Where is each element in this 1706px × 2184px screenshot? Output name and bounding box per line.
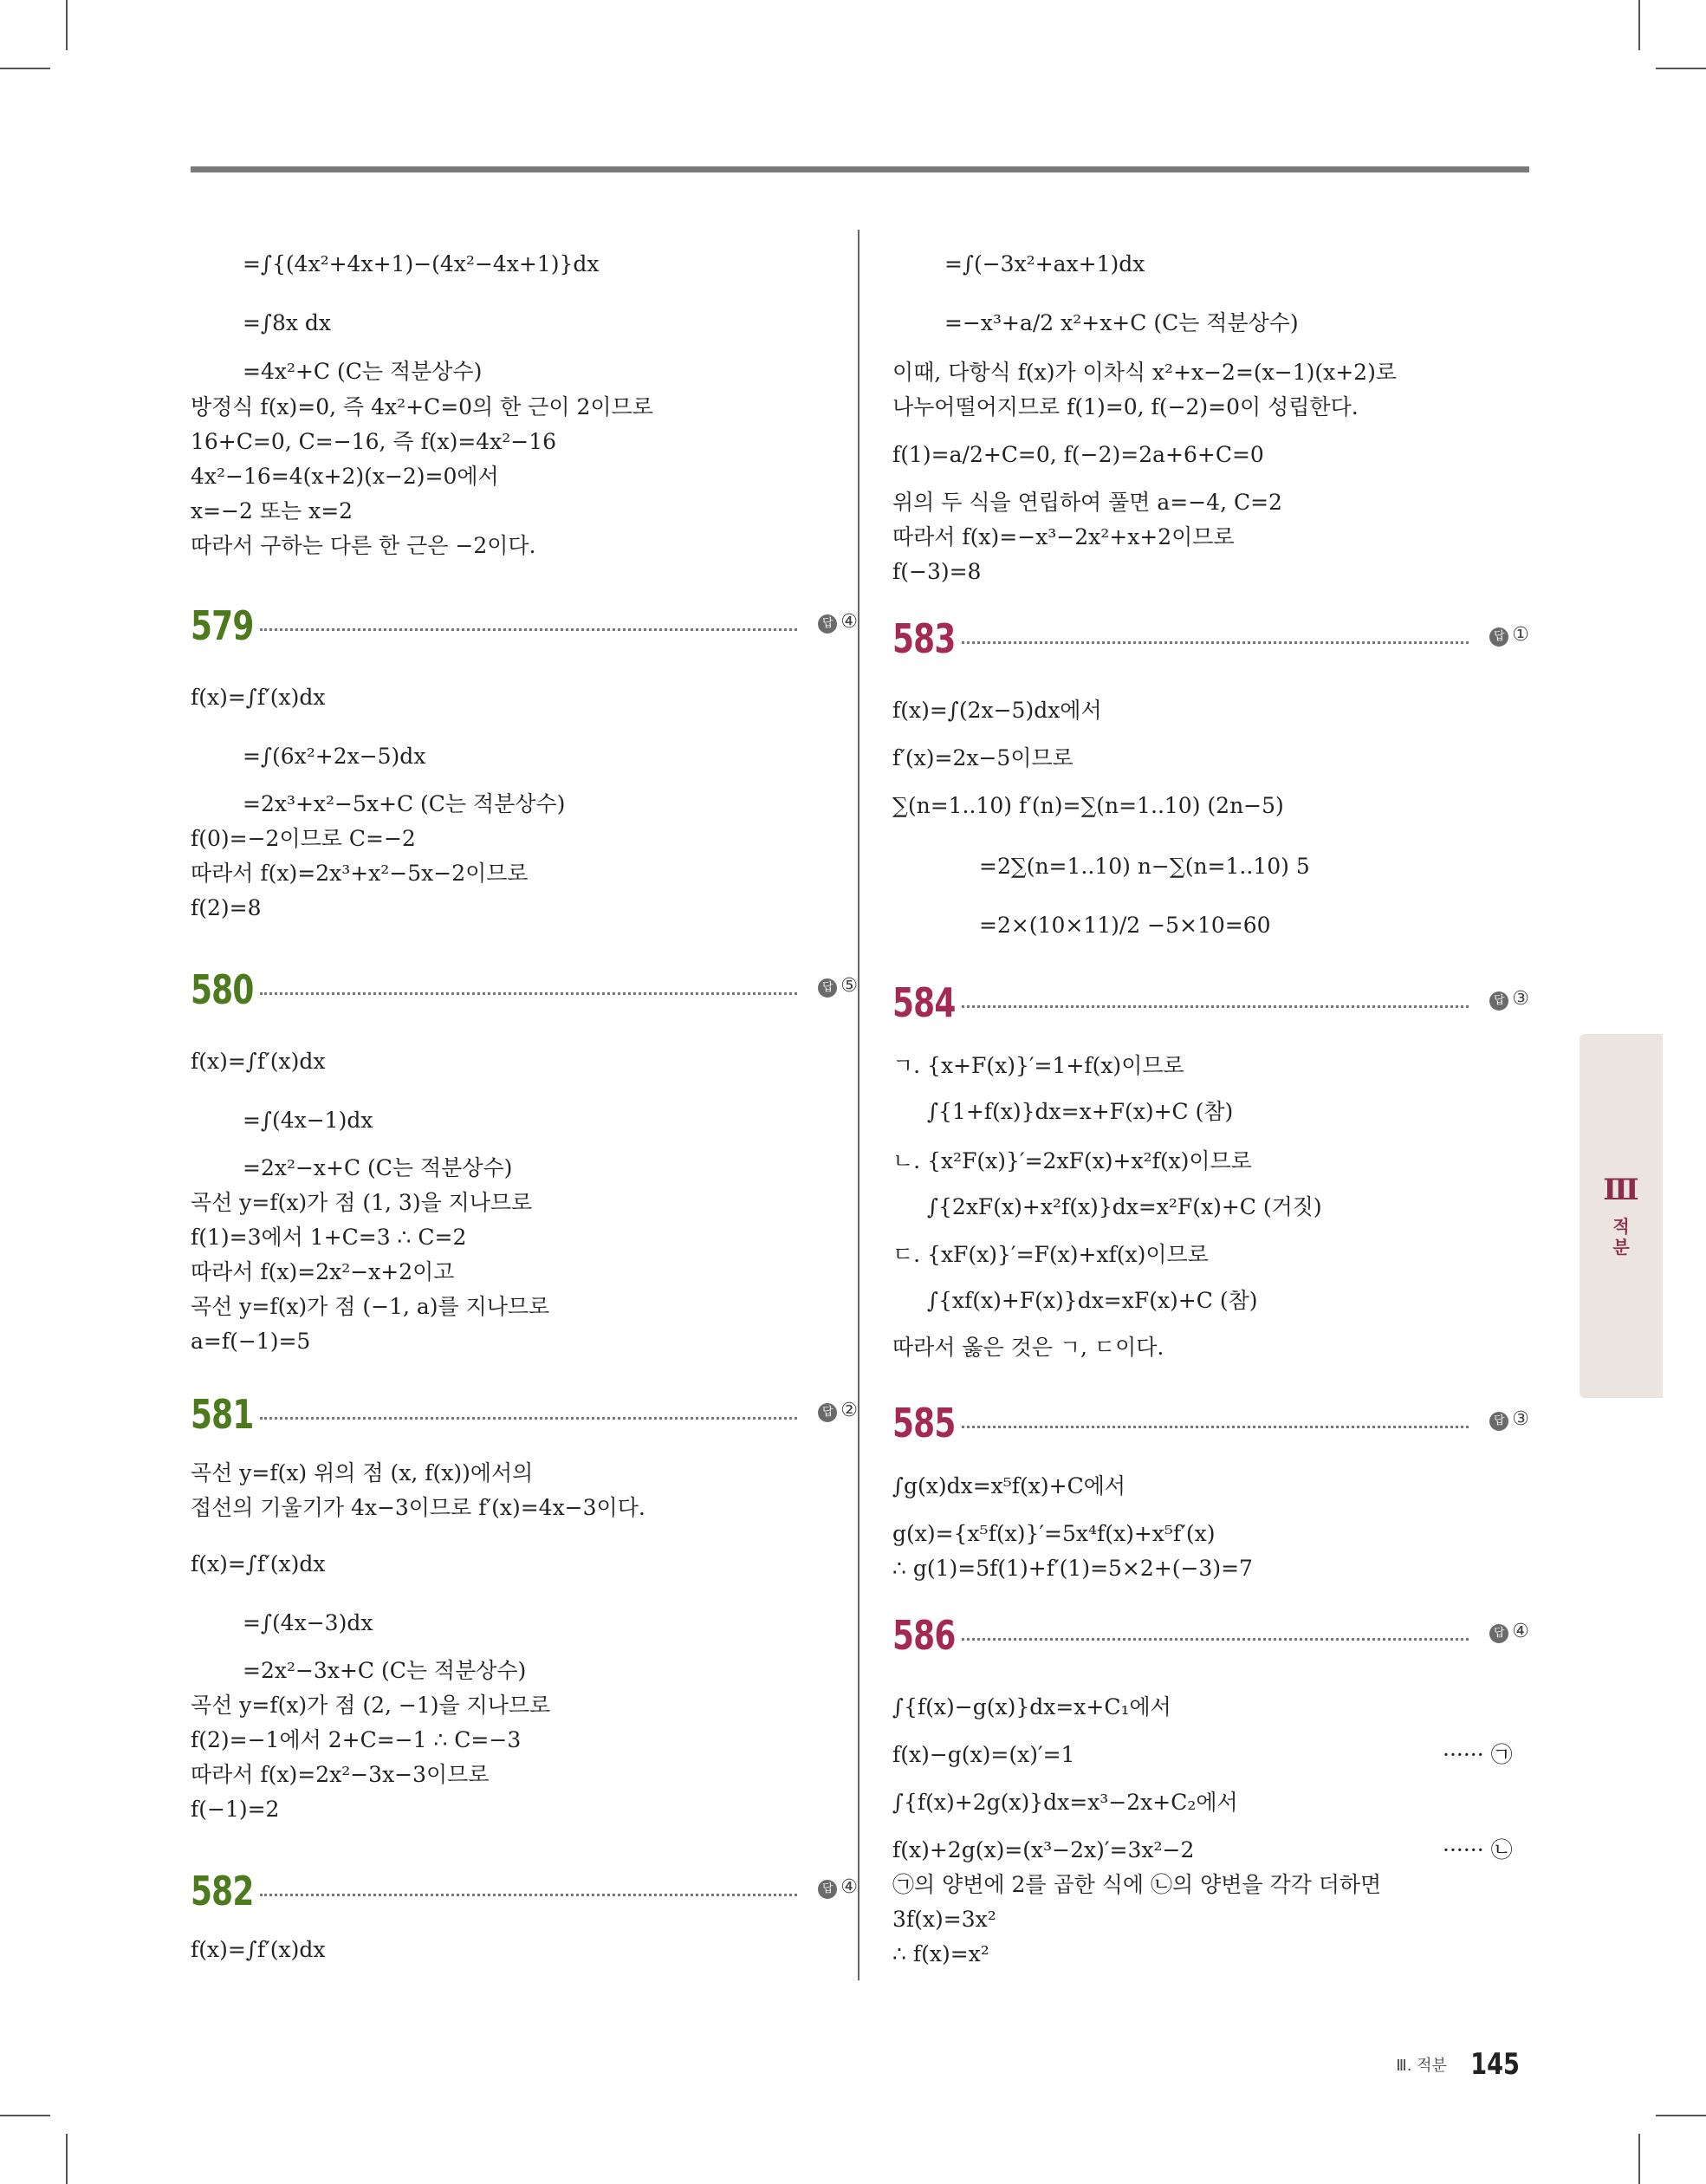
math-line [243,310,331,336]
math-line [892,1872,1381,1898]
column-divider [858,230,859,1980]
math-text: 곡선 y=f(x) 위의 점 (x, f(x))에서의 [191,1460,534,1485]
math-line [191,826,416,852]
math-text: f(1)=3에서 1+C=3 ∴ C=2 [191,1225,467,1250]
crop-mark [66,0,68,50]
math-line [944,251,1145,277]
answer-choice: ③ [1512,988,1529,1010]
crop-mark [0,2115,50,2116]
math-text: =2x²−x+C (C는 적분상수) [243,1155,513,1180]
math-text: 곡선 y=f(x)가 점 (−1, a)를 지나므로 [191,1294,550,1319]
answer-mark [818,611,858,634]
answer-mark [818,1876,858,1899]
answer-badge-icon: 답 [1489,1624,1508,1643]
math-text: ㄴ. {x²F(x)}′=2xF(x)+x²f(x)이므로 [892,1148,1252,1173]
math-text: =∫(6x²+2x−5)dx [243,744,426,769]
answer-choice: ② [840,1400,858,1421]
answer-badge-icon: 답 [818,978,837,998]
math-text: =∫(4x−1)dx [243,1108,373,1133]
problem-header [892,1612,1529,1661]
math-line [892,360,1397,386]
math-text: x=−2 또는 x=2 [191,498,354,523]
answer-choice: ⑤ [840,975,858,997]
math-text: =∫(4x−3)dx [243,1610,373,1635]
math-line [892,1053,1184,1079]
math-text: 이때, 다항식 f(x)가 이차식 x²+x−2=(x−1)(x+2)로 [892,360,1397,385]
math-line [243,359,482,385]
chapter-label-char: 분 [1612,1237,1630,1258]
math-text: =2∑(n=1..10) n−∑(n=1..10) 5 [979,854,1310,879]
math-text: =4x²+C (C는 적분상수) [243,359,483,384]
math-line [892,442,1264,468]
math-text: 4x²−16=4(x+2)(x−2)=0에서 [191,464,499,489]
math-text: f(−3)=8 [892,559,982,584]
math-line [892,559,981,585]
math-text: =∫8x dx [243,310,332,335]
math-text: =∫{(4x²+4x+1)−(4x²−4x+1)}dx [243,251,600,276]
math-text: ∫g(x)dx=x⁵f(x)+C에서 [892,1473,1126,1498]
problem-header [191,966,858,1015]
crop-mark [1638,2134,1640,2184]
crop-mark [1656,2115,1706,2116]
answer-badge-icon: 답 [818,1403,837,1422]
math-text: f(x)−g(x)=(x)′=1 [892,1742,1075,1767]
math-line [191,1551,325,1577]
math-line [243,1658,526,1684]
problem-header [191,1391,858,1440]
math-line [927,1099,1233,1125]
math-line [979,913,1271,939]
answer-badge-icon: 답 [1489,991,1508,1011]
math-text: =2x²−3x+C (C는 적분상수) [243,1658,527,1683]
math-line [191,861,529,887]
header-rule [191,166,1529,172]
math-line [927,1288,1257,1314]
math-line [892,1556,1253,1582]
math-text: 방정식 f(x)=0, 즉 4x²+C=0의 한 근이 2이므로 [191,394,653,419]
chapter-label [1580,1216,1663,1258]
leader-dots [962,1426,1469,1428]
math-text: ∫{1+f(x)}dx=x+F(x)+C (참) [927,1099,1234,1124]
math-text: 따라서 f(x)=2x²−3x−3이므로 [191,1762,490,1787]
answer-mark [1489,988,1529,1011]
math-line [892,1907,996,1933]
math-text: 따라서 f(x)=2x²−x+2이고 [191,1259,455,1284]
math-line [892,793,1284,819]
problem-number: 586 [892,1612,956,1659]
math-text: 16+C=0, C=−16, 즉 f(x)=4x²−16 [191,429,557,454]
math-text: f(x)=∫f′(x)dx [191,1551,326,1576]
math-line [892,490,1282,516]
math-text: =2×(10×11)/2 −5×10=60 [979,913,1271,938]
leader-dots [260,628,797,631]
math-text: 위의 두 식을 연립하여 풀면 a=−4, C=2 [892,490,1282,515]
answer-mark [1489,1408,1529,1431]
math-line [979,854,1310,880]
math-line [892,1837,1513,1863]
math-text: f(2)=8 [191,895,262,920]
math-text: 곡선 y=f(x)가 점 (2, −1)을 지나므로 [191,1693,551,1718]
math-line [243,1108,373,1134]
answer-choice: ① [1512,624,1529,646]
math-text: =2x³+x²−5x+C (C는 적분상수) [243,791,566,816]
math-line [191,498,353,524]
math-line [944,310,1299,336]
equation-marker: ······ ㉠ [1443,1742,1513,1767]
math-text: f(1)=a/2+C=0, f(−2)=2a+6+C=0 [892,442,1264,467]
answer-badge-icon: 답 [818,614,837,634]
math-line [191,895,262,921]
crop-mark [1656,68,1706,69]
math-text: 3f(x)=3x² [892,1907,996,1932]
math-text: 따라서 구하는 다른 한 근은 −2이다. [191,533,536,558]
math-line [892,1941,989,1967]
math-line [243,251,600,277]
math-text: =∫(−3x²+ax+1)dx [944,251,1145,276]
chapter-side-tab [1580,1034,1663,1398]
math-line [892,394,1359,420]
math-line [243,744,425,770]
math-line [243,1155,512,1181]
math-line [892,1335,1164,1361]
math-line [191,1225,466,1251]
leader-dots [260,1417,797,1420]
leader-dots [260,992,797,995]
math-text: f(0)=−2이므로 C=−2 [191,826,416,851]
footer-section: Ⅲ. 적분 [1396,2057,1447,2075]
math-text: f′(x)=2x−5이므로 [892,745,1074,770]
math-line [191,394,653,420]
math-line [892,1473,1125,1499]
crop-mark [0,68,50,69]
problem-number: 579 [191,602,254,649]
math-text: 접선의 기울기가 4x−3이므로 f′(x)=4x−3이다. [191,1495,645,1520]
chapter-label-char: 적 [1612,1216,1630,1237]
math-text: 나누어떨어지므로 f(1)=0, f(−2)=0이 성립한다. [892,394,1359,419]
math-line [191,464,499,490]
leader-dots [962,1638,1469,1641]
problem-number: 584 [892,979,956,1026]
math-text: f(2)=−1에서 2+C=−1 ∴ C=−3 [191,1727,522,1752]
math-text: ∫{xf(x)+F(x)}dx=xF(x)+C (참) [927,1288,1258,1313]
math-line [191,1294,549,1320]
math-line [191,1190,532,1216]
math-text: ∴ f(x)=x² [892,1941,989,1966]
chapter-roman-numeral: Ⅲ [1603,1173,1639,1207]
math-text: =−x³+a/2 x²+x+C (C는 적분상수) [944,310,1299,335]
leader-dots [962,1005,1469,1008]
answer-choice: ④ [1512,1621,1529,1642]
answer-badge-icon: 답 [818,1880,837,1899]
math-text: a=f(−1)=5 [191,1329,311,1354]
problem-number: 585 [892,1400,956,1446]
math-line [191,1762,490,1788]
math-line [191,1259,454,1285]
answer-badge-icon: 답 [1489,1412,1508,1431]
math-line [892,1242,1209,1268]
answer-choice: ③ [1512,1408,1529,1430]
math-text: ∫{f(x)−g(x)}dx=x+C₁에서 [892,1694,1171,1719]
math-text: 곡선 y=f(x)가 점 (1, 3)을 지나므로 [191,1190,533,1215]
math-text: g(x)={x⁵f(x)}′=5x⁴f(x)+x⁵f′(x) [892,1521,1216,1546]
math-line [892,1790,1238,1816]
math-line [191,1797,279,1823]
math-line [892,524,1235,550]
math-line [892,1148,1252,1174]
math-line [191,1693,550,1719]
math-line [191,1727,521,1753]
math-text: f(x)+2g(x)=(x³−2x)′=3x²−2 [892,1837,1195,1862]
problem-number: 581 [191,1391,254,1438]
math-line [191,685,325,711]
math-line [191,1329,310,1355]
math-text: ∫{f(x)+2g(x)}dx=x³−2x+C₂에서 [892,1790,1238,1815]
crop-mark [1638,0,1640,50]
leader-dots [962,641,1469,644]
math-text: 따라서 f(x)=2x³+x²−5x−2이므로 [191,861,529,886]
answer-choice: ④ [840,1876,858,1898]
problem-number: 583 [892,615,956,662]
math-line [191,533,536,559]
math-line [191,1495,645,1521]
problem-number: 580 [191,966,254,1013]
math-line [892,1521,1215,1547]
math-text: ㄱ. {x+F(x)}′=1+f(x)이므로 [892,1053,1184,1078]
math-line [243,1610,373,1636]
math-line [892,698,1102,724]
math-text: ㉠의 양변에 2를 곱한 식에 ㉡의 양변을 각각 더하면 [892,1872,1382,1897]
math-line [191,1460,533,1486]
problem-header [191,602,858,651]
math-text: f(−1)=2 [191,1797,280,1822]
answer-mark [1489,1621,1529,1643]
problem-header [191,1868,858,1916]
page-footer [1396,2047,1520,2082]
math-text: f(x)=∫f′(x)dx [191,1937,326,1962]
math-text: f(x)=∫(2x−5)dx에서 [892,698,1102,723]
leader-dots [260,1894,797,1896]
math-line [892,1742,1513,1768]
math-line [191,1937,325,1963]
math-text: ∴ g(1)=5f(1)+f′(1)=5×2+(−3)=7 [892,1556,1253,1581]
answer-badge-icon: 답 [1489,627,1508,647]
math-text: f(x)=∫f′(x)dx [191,1049,326,1074]
math-line [892,745,1074,771]
crop-mark [66,2134,68,2184]
math-line [243,791,565,817]
problem-header [892,1400,1529,1448]
problem-header [892,979,1529,1028]
answer-mark [818,1400,858,1422]
math-text: 따라서 f(x)=−x³−2x²+x+2이므로 [892,524,1235,549]
math-line [892,1694,1171,1720]
answer-mark [1489,624,1529,647]
answer-mark [818,975,858,998]
math-text: ㄷ. {xF(x)}′=F(x)+xf(x)이므로 [892,1242,1209,1267]
math-line [191,429,556,455]
answer-choice: ④ [840,611,858,633]
math-text: ∑(n=1..10) f′(n)=∑(n=1..10) (2n−5) [892,793,1284,818]
math-text: 따라서 옳은 것은 ㄱ, ㄷ이다. [892,1335,1164,1360]
math-text: ∫{2xF(x)+x²f(x)}dx=x²F(x)+C (거짓) [927,1194,1322,1219]
page-number: 145 [1470,2047,1520,2082]
math-text: f(x)=∫f′(x)dx [191,685,326,710]
equation-marker: ······ ㉡ [1443,1837,1513,1862]
problem-header [892,615,1529,664]
math-line [191,1049,325,1075]
problem-number: 582 [191,1868,254,1914]
math-line [927,1194,1322,1220]
